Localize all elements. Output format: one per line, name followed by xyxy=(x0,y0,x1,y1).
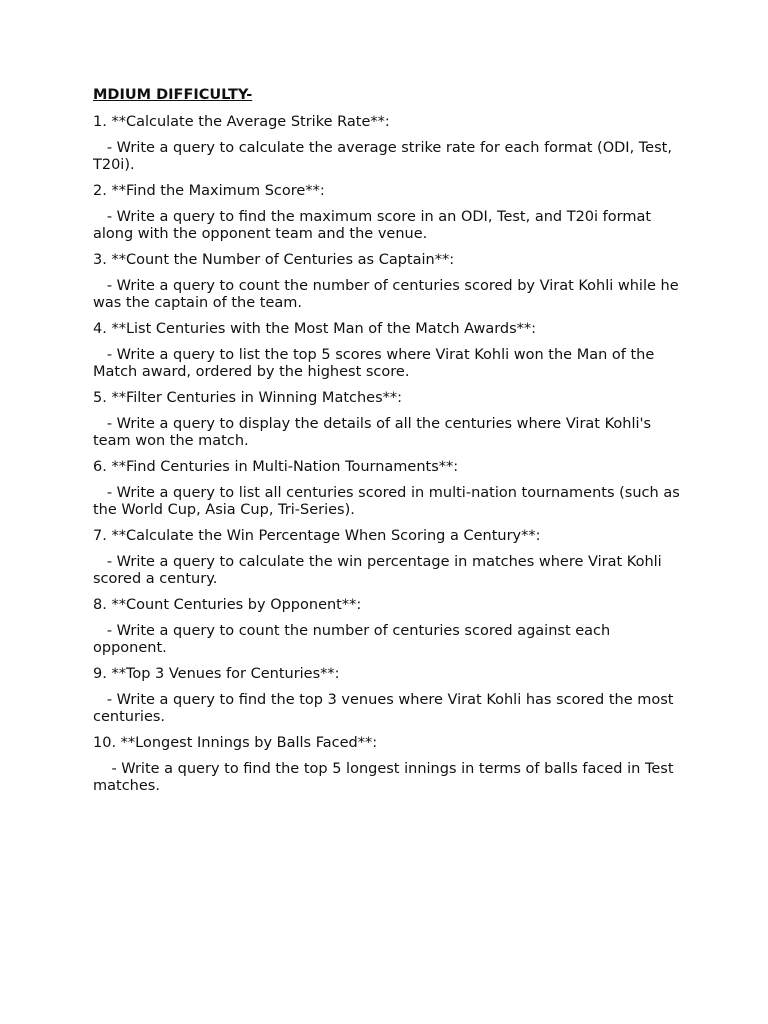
question-item-7 xyxy=(93,528,683,588)
question-description: - Write a query to find the top 3 venues where Virat Kohli has scored the most centuries. xyxy=(93,692,679,725)
question-item-9 xyxy=(93,666,683,726)
question-title: 1. **Calculate the Average Strike Rate**: xyxy=(93,114,390,130)
question-title: 7. **Calculate the Win Percentage When Scoring a Century**: xyxy=(93,528,541,544)
question-item-3 xyxy=(93,252,683,312)
question-title: 4. **List Centuries with the Most Man of the Match Awards**: xyxy=(93,321,537,337)
question-description: - Write a query to find the top 5 longest innings in terms of balls faced in Test matches. xyxy=(93,761,679,794)
question-description: - Write a query to display the details of all the centuries where Virat Kohli's team won the match. xyxy=(93,416,656,449)
question-item-1 xyxy=(93,114,683,174)
question-description: - Write a query to calculate the average strike rate for each format (ODI, Test, T20i). xyxy=(93,140,677,173)
question-title: 8. **Count Centuries by Opponent**: xyxy=(93,597,362,613)
question-description: - Write a query to list the top 5 scores where Virat Kohli won the Man of the Match award, ordered by the highest score. xyxy=(93,347,659,380)
question-title: 5. **Filter Centuries in Winning Matches**: xyxy=(93,390,403,406)
question-description: - Write a query to count the number of centuries scored by Virat Kohli while he was the captain of the team. xyxy=(93,278,684,311)
question-title: 10. **Longest Innings by Balls Faced**: xyxy=(93,735,378,751)
document-content xyxy=(93,87,683,804)
question-item-6 xyxy=(93,459,683,519)
document-heading: MDIUM DIFFICULTY- xyxy=(93,87,253,103)
question-title: 9. **Top 3 Venues for Centuries**: xyxy=(93,666,340,682)
question-description: - Write a query to find the maximum score in an ODI, Test, and T20i format along with the opponent team and the venue. xyxy=(93,209,656,242)
question-description: - Write a query to calculate the win percentage in matches where Virat Kohli scored a century. xyxy=(93,554,667,587)
question-item-2 xyxy=(93,183,683,243)
question-title: 2. **Find the Maximum Score**: xyxy=(93,183,325,199)
question-item-8 xyxy=(93,597,683,657)
question-title: 3. **Count the Number of Centuries as Captain**: xyxy=(93,252,455,268)
question-title: 6. **Find Centuries in Multi-Nation Tournaments**: xyxy=(93,459,459,475)
question-item-5 xyxy=(93,390,683,450)
question-description: - Write a query to count the number of centuries scored against each opponent. xyxy=(93,623,615,656)
question-description: - Write a query to list all centuries scored in multi-nation tournaments (such as the World Cup, Asia Cup, Tri-Series). xyxy=(93,485,685,518)
question-item-10 xyxy=(93,735,683,795)
question-item-4 xyxy=(93,321,683,381)
